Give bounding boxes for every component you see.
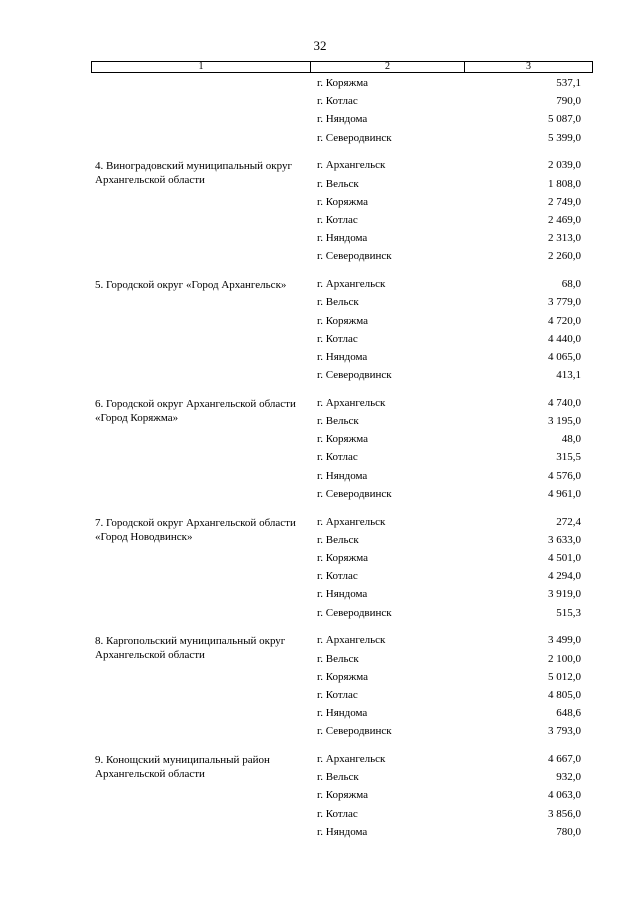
value-cell: 648,6 xyxy=(556,707,581,720)
city-cell: г. Котлас xyxy=(317,688,358,701)
city-cell: г. Вельск xyxy=(317,415,359,428)
value-cell: 4 576,0 xyxy=(548,469,581,482)
city-cell: г. Северодвинск xyxy=(317,369,392,382)
city-cell: г. Котлас xyxy=(317,214,358,226)
destination-rows xyxy=(317,513,595,622)
city-cell: г. Вельск xyxy=(317,652,359,665)
city-cell: г. Северодвинск xyxy=(317,131,392,144)
value-cell: 790,0 xyxy=(556,95,581,108)
city-cell: г. Няндома xyxy=(317,588,368,601)
city-cell: г. Вельск xyxy=(317,296,359,309)
city-cell: г. Коряжма xyxy=(317,314,368,327)
city-cell: г. Котлас xyxy=(317,332,358,345)
table-row xyxy=(317,467,595,485)
value-cell: 2 749,0 xyxy=(548,195,581,208)
header-col-3: 3 xyxy=(526,61,531,72)
city-cell: г. Коряжма xyxy=(317,77,368,90)
table-row xyxy=(317,92,595,110)
municipality-group xyxy=(95,750,595,841)
value-cell: 2 260,0 xyxy=(548,250,581,263)
city-cell: г. Коряжма xyxy=(317,433,368,446)
table-row xyxy=(317,193,595,211)
header-col-2: 2 xyxy=(311,62,465,72)
table-body xyxy=(95,74,595,850)
city-cell: г. Архангельск xyxy=(317,278,386,291)
value-cell: 48,0 xyxy=(561,433,581,446)
table-row xyxy=(317,531,595,549)
city-cell: г. Няндома xyxy=(317,232,368,245)
city-cell: г. Вельск xyxy=(317,533,359,546)
city-cell: г. Архангельск xyxy=(317,159,386,172)
table-row xyxy=(317,805,595,823)
value-cell: 3 499,0 xyxy=(548,634,581,647)
header-col-1: 1 xyxy=(92,62,311,72)
table-row xyxy=(317,603,595,621)
city-cell: г. Коряжма xyxy=(317,670,368,683)
value-cell: 4 065,0 xyxy=(548,350,581,363)
city-cell: г. Северодвинск xyxy=(317,487,392,500)
city-cell: г. Архангельск xyxy=(317,634,386,647)
value-cell: 413,1 xyxy=(556,369,581,382)
city-cell: г. Вельск xyxy=(317,177,359,190)
value-cell: 2 313,0 xyxy=(548,232,581,245)
destination-rows xyxy=(317,631,595,740)
value-cell: 4 805,0 xyxy=(548,688,581,701)
table-row xyxy=(317,156,595,174)
municipality-group xyxy=(95,74,595,147)
table-row xyxy=(317,229,595,247)
table-row xyxy=(317,211,595,229)
destination-rows xyxy=(317,275,595,384)
city-cell: г. Няндома xyxy=(317,113,368,126)
value-cell: 4 501,0 xyxy=(548,551,581,564)
city-cell: г. Котлас xyxy=(317,807,358,820)
value-cell: 4 667,0 xyxy=(548,753,581,766)
page-number: 32 xyxy=(313,38,327,53)
value-cell: 2 100,0 xyxy=(548,652,581,665)
value-cell: 3 195,0 xyxy=(548,415,581,428)
table-row xyxy=(317,247,595,265)
value-cell: 3 633,0 xyxy=(548,533,581,546)
city-cell: г. Няндома xyxy=(317,350,368,363)
city-cell: г. Няндома xyxy=(317,825,368,838)
municipality-name: 9. Конощский муниципальный район Архангельской области xyxy=(95,753,270,780)
value-cell: 1 808,0 xyxy=(548,177,581,190)
table-row xyxy=(317,175,595,193)
value-cell: 4 720,0 xyxy=(548,314,581,327)
table-row xyxy=(317,110,595,128)
table-row xyxy=(317,567,595,585)
table-row xyxy=(317,649,595,667)
municipality-group xyxy=(95,156,595,265)
table-row xyxy=(317,348,595,366)
municipality-name: 4. Виноградовский муниципальный округ Архангельской области xyxy=(95,160,292,187)
table-row xyxy=(317,786,595,804)
value-cell: 315,5 xyxy=(556,451,581,464)
table-row xyxy=(317,585,595,603)
municipality-name: 5. Городской округ «Город Архангельск» xyxy=(95,279,287,292)
table-row xyxy=(317,330,595,348)
destination-rows xyxy=(317,156,595,265)
table-row xyxy=(317,668,595,686)
value-cell: 4 063,0 xyxy=(548,789,581,802)
city-cell: г. Няндома xyxy=(317,469,368,482)
city-cell: г. Няндома xyxy=(317,707,368,720)
table-row xyxy=(317,768,595,786)
value-cell: 2 469,0 xyxy=(548,214,581,226)
value-cell: 780,0 xyxy=(556,825,581,838)
city-cell: г. Архангельск xyxy=(317,396,386,409)
value-cell: 4 961,0 xyxy=(548,487,581,500)
municipality-name: 6. Городской округ Архангельской области «Город Коряжма» xyxy=(95,397,296,424)
destination-rows xyxy=(317,74,595,147)
value-cell: 3 919,0 xyxy=(548,588,581,601)
city-cell: г. Коряжма xyxy=(317,789,368,802)
value-cell: 4 440,0 xyxy=(548,332,581,345)
municipality-group xyxy=(95,394,595,503)
value-cell: 5 012,0 xyxy=(548,670,581,683)
municipality-name: 7. Городской округ Архангельской области «Город Новодвинск» xyxy=(95,516,296,543)
table-row xyxy=(317,686,595,704)
table-row xyxy=(317,485,595,503)
municipality-name: 8. Каргопольский муниципальный округ Архангельской области xyxy=(95,635,286,662)
table-row xyxy=(317,293,595,311)
table-row xyxy=(317,129,595,147)
city-cell: г. Котлас xyxy=(317,451,358,464)
table-row xyxy=(317,513,595,531)
table-row xyxy=(317,722,595,740)
table-row xyxy=(317,275,595,293)
city-cell: г. Архангельск xyxy=(317,753,386,766)
value-cell: 2 039,0 xyxy=(548,159,581,172)
value-cell: 3 793,0 xyxy=(548,725,581,738)
city-cell: г. Вельск xyxy=(317,771,359,784)
city-cell: г. Котлас xyxy=(317,570,358,583)
value-cell: 5 399,0 xyxy=(548,131,581,144)
municipality-name xyxy=(95,74,317,147)
value-cell: 515,3 xyxy=(556,606,581,619)
table-row xyxy=(317,823,595,841)
destination-rows xyxy=(317,394,595,503)
table-row xyxy=(317,366,595,384)
value-cell: 537,1 xyxy=(556,77,581,90)
city-cell: г. Северодвинск xyxy=(317,725,392,738)
value-cell: 272,4 xyxy=(556,515,581,528)
city-cell: г. Северодвинск xyxy=(317,250,392,263)
municipality-group xyxy=(95,631,595,740)
value-cell: 3 856,0 xyxy=(548,807,581,820)
city-cell: г. Коряжма xyxy=(317,195,368,208)
value-cell: 4 294,0 xyxy=(548,570,581,583)
table-row xyxy=(317,412,595,430)
table-header xyxy=(91,61,593,73)
municipality-group xyxy=(95,513,595,622)
municipality-group xyxy=(95,275,595,384)
table-row xyxy=(317,549,595,567)
city-cell: г. Северодвинск xyxy=(317,606,392,619)
destination-rows xyxy=(317,750,595,841)
city-cell: г. Коряжма xyxy=(317,551,368,564)
table-row xyxy=(317,394,595,412)
city-cell: г. Котлас xyxy=(317,95,358,108)
value-cell: 3 779,0 xyxy=(548,296,581,309)
table-row xyxy=(317,430,595,448)
value-cell: 5 087,0 xyxy=(548,113,581,126)
value-cell: 68,0 xyxy=(561,278,581,291)
value-cell: 932,0 xyxy=(556,771,581,784)
table-row xyxy=(317,311,595,329)
table-row xyxy=(317,704,595,722)
table-row xyxy=(317,631,595,649)
table-row xyxy=(317,750,595,768)
table-row xyxy=(317,448,595,466)
table-row xyxy=(317,74,595,92)
value-cell: 4 740,0 xyxy=(548,396,581,409)
city-cell: г. Архангельск xyxy=(317,515,386,528)
